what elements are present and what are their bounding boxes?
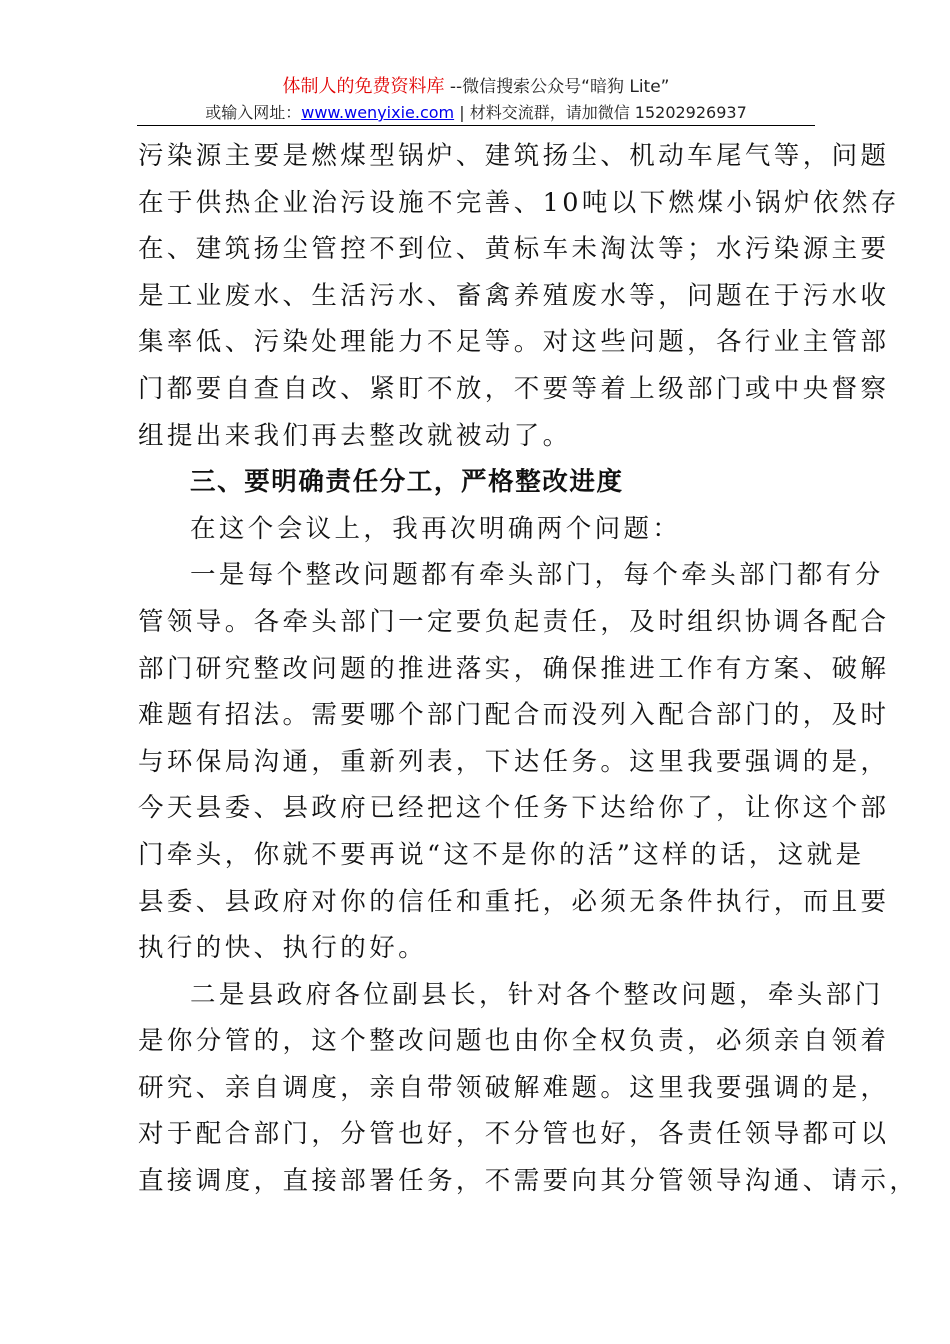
paragraph-line: 部门研究整改问题的推进落实，确保推进工作有方案、破解 [138, 653, 890, 684]
paragraph-line: 是你分管的，这个整改问题也由你全权负责，必须亲自领着 [138, 1026, 890, 1057]
paragraph-line: 组提出来我们再去整改就被动了。 [138, 420, 572, 451]
paragraph-4 [138, 972, 919, 1205]
header-line-1 [137, 74, 815, 100]
paragraph-line: 对于配合部门，分管也好，不分管也好，各责任领导都可以 [138, 1119, 890, 1150]
paragraph-line: 今天县委、县政府已经把这个任务下达给你了，让你这个部 [138, 793, 890, 824]
paragraph-line: 难题有招法。需要哪个部门配合而没列入配合部门的，及时 [138, 700, 890, 731]
paragraph-line: 执行的快、执行的好。 [138, 933, 428, 964]
paragraph-line: 在这个会议上，我再次明确两个问题： [190, 513, 682, 544]
header-divider [137, 125, 815, 126]
paragraph-line: 二是县政府各位副县长，针对各个整改问题，牵头部门 [190, 979, 884, 1010]
paragraph-line: 污染源主要是燃煤型锅炉、建筑扬尘、机动车尾气等，问题 [138, 141, 890, 171]
paragraph-line: 是工业废水、生活污水、畜禽养殖废水等，问题在于污水收 [138, 280, 890, 311]
paragraph-line: 门牵头，你就不要再说“这不是你的活”这样的话，这就是 [138, 839, 865, 870]
paragraph-3 [138, 552, 890, 971]
paragraph-line: 县委、县政府对你的信任和重托，必须无条件执行，而且要 [138, 886, 890, 917]
document-body [138, 133, 919, 1205]
paragraph-2 [138, 506, 814, 553]
header-url-link[interactable]: www.wenyixie.com [301, 103, 455, 122]
header-url-prefix: 或输入网址： [205, 103, 302, 122]
paragraph-1 [138, 133, 900, 459]
paragraph-line: 与环保局沟通，重新列表，下达任务。这里我要强调的是， [138, 746, 890, 777]
paragraph-line: 直接调度，直接部署任务，不需要向其分管领导沟通、请示， [138, 1166, 919, 1197]
paragraph-line: 研究、亲自调度，亲自带领破解难题。这里我要强调的是， [138, 1072, 890, 1103]
header-slogan: --微信搜索公众号“暗狗 Lite” [444, 77, 670, 97]
paragraph-line: 一是每个整改问题都有牵头部门，每个牵头部门都有分 [190, 560, 884, 591]
paragraph-line: 门都要自查自改、紧盯不放，不要等着上级部门或中央督察 [138, 373, 890, 404]
paragraph-line: 在、建筑扬尘管控不到位、黄标车未淘汰等；水污染源主要 [138, 234, 890, 265]
paragraph-line: 在于供热企业治污设施不完善、10吨以下燃煤小锅炉依然存 [138, 187, 900, 218]
header-contact: | 材料交流群，请加微信 15202926937 [454, 103, 747, 122]
page-header [137, 74, 815, 126]
paragraph-line: 管领导。各牵头部门一定要负起责任，及时组织协调各配合 [138, 606, 890, 637]
section-heading: 三、要明确责任分工，严格整改进度 [190, 467, 624, 498]
header-brand: 体制人的免费资料库 [282, 76, 445, 97]
header-line-2 [137, 100, 815, 126]
paragraph-line: 集率低、污染处理能力不足等。对这些问题，各行业主管部 [138, 327, 890, 358]
